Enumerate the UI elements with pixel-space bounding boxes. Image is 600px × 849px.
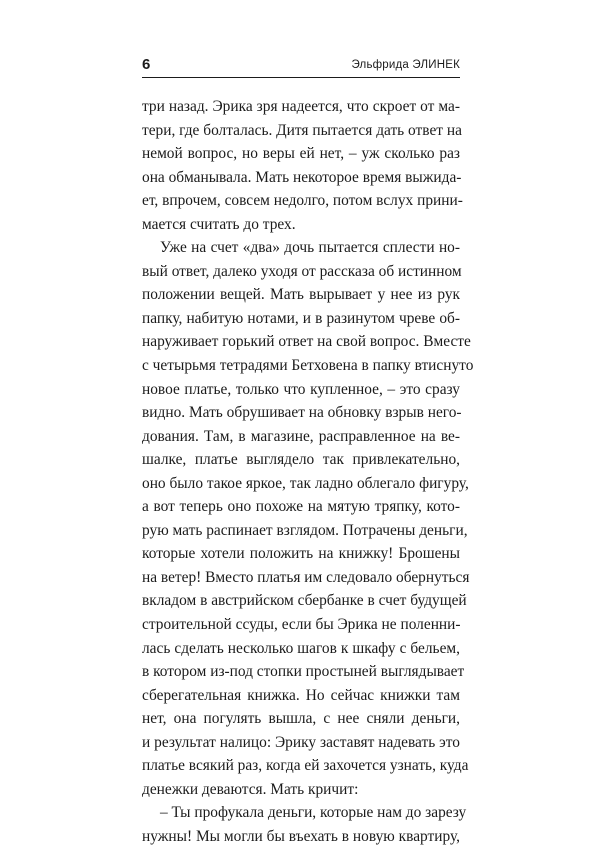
text-line: новое платье, только что купленное, – это сразу [142,380,460,398]
text-line: с четырьмя тетрадями Бетховена в папку втиснуто [142,357,474,375]
page-number: 6 [142,56,151,73]
text-line: тери, где болталась. Дитя пытается дать ответ на [142,121,462,139]
text-line: папку, набитую нотами, и в разинутом чреве об- [142,309,460,327]
text-line: денежки деваются. Мать кричит: [142,780,359,798]
body-text [142,95,474,849]
text-line: шалке, платье выглядело так привлекательно, [142,451,460,469]
text-line: наруживает горький ответ на свой вопрос. Вместе [142,333,471,351]
text-line: она обманывала. Мать некоторое время выжида- [142,168,462,186]
text-line: платье всякий раз, когда ей захочется узнать, куда [142,757,469,775]
text-line: положении вещей. Мать вырывает у нее из рук [142,286,460,304]
header-rule [142,77,460,78]
text-line: строительной ссуды, если бы Эрика не поленни- [142,616,461,634]
text-line: а вот теперь оно похоже на мятую тряпку, кото- [142,498,460,516]
text-line: вкладом в австрийском сбербанке в счет будущей [142,592,467,610]
text-line: нужны! Мы могли бы въехать в новую квартиру, [142,827,460,845]
text-line: мается считать до трех. [142,215,296,233]
text-line: которые хотели положить на книжку! Брошены [142,545,460,563]
text-line: – Ты профукала деньги, которые нам до зарезу [160,804,467,822]
text-line: сберегательная книжка. Но сейчас книжки там [142,686,460,704]
page-header [142,55,460,81]
text-line: дования. Там, в магазине, расправленное на ве- [142,427,460,445]
text-line: лась сделать несколько шагов к шкафу с бельем, [142,639,460,657]
text-line: видно. Мать обрушивает на обновку взрыв него- [142,404,462,422]
text-line: три назад. Эрика зря надеется, что скроет от ма- [142,98,460,115]
text-line: рую мать распинает взглядом. Потрачены деньги, [142,521,468,539]
text-line: в котором из-под стопки простыней выглядывает [142,663,465,681]
text-line: на ветер! Вместо платья им следовало обернуться [142,568,470,586]
text-line: вый ответ, далеко уходя от рассказа об истинном [142,262,462,280]
running-head: Эльфрида ЭЛИНЕК [351,59,460,71]
text-line: немой вопрос, но веры ей нет, – уж сколько раз [142,145,460,163]
text-line: и результат налицо: Эрику заставят надевать это [142,733,460,751]
text-line: ет, впрочем, совсем недолго, потом вслух прини- [142,192,463,210]
text-line: оно было такое яркое, так ладно облегало фигуру, [142,474,469,492]
text-line: нет, она погулять вышла, с нее сняли деньги, [142,710,460,728]
text-line: Уже на счет «два» дочь пытается сплести но- [160,239,460,257]
